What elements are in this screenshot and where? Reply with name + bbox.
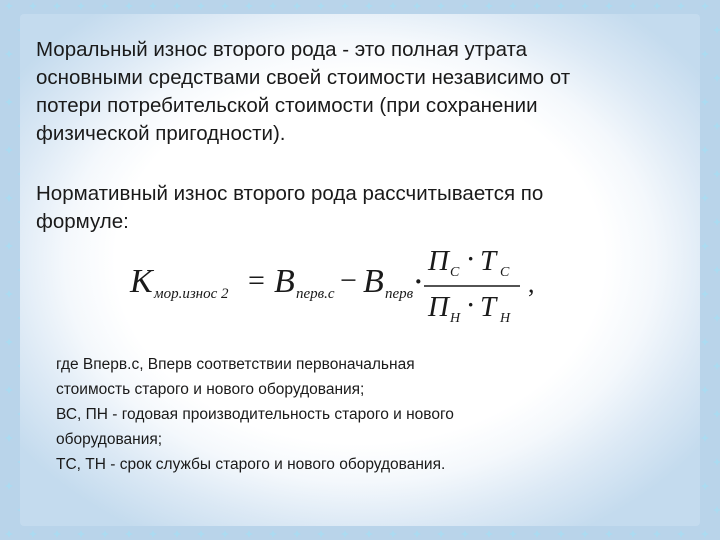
formula-dot: · bbox=[414, 267, 423, 296]
star-decoration bbox=[653, 530, 661, 538]
formula-num-a: П bbox=[428, 245, 449, 277]
star-decoration bbox=[509, 530, 517, 538]
formula-lhs-symbol: К bbox=[130, 263, 153, 300]
star-decoration bbox=[221, 2, 229, 10]
star-decoration bbox=[701, 386, 709, 394]
star-decoration bbox=[365, 530, 373, 538]
star-decoration bbox=[629, 2, 637, 10]
star-decoration bbox=[245, 530, 253, 538]
formula-trailing-comma: , bbox=[528, 269, 535, 298]
star-decoration bbox=[533, 2, 541, 10]
star-decoration bbox=[269, 2, 277, 10]
formula-term1-symbol: В bbox=[274, 263, 295, 300]
star-decoration bbox=[125, 530, 133, 538]
star-decoration bbox=[77, 2, 85, 10]
star-decoration bbox=[713, 218, 720, 226]
star-decoration bbox=[605, 2, 613, 10]
star-decoration bbox=[461, 2, 469, 10]
star-decoration bbox=[701, 194, 709, 202]
formula-den-a: П bbox=[428, 291, 449, 323]
formula-num-b-sub: С bbox=[500, 265, 510, 280]
star-decoration bbox=[437, 530, 445, 538]
star-decoration bbox=[29, 530, 37, 538]
star-decoration bbox=[557, 530, 565, 538]
star-decoration bbox=[437, 2, 445, 10]
star-decoration bbox=[701, 482, 709, 490]
star-decoration bbox=[341, 530, 349, 538]
definition-paragraph bbox=[36, 36, 676, 148]
star-decoration bbox=[413, 530, 421, 538]
star-decoration bbox=[149, 2, 157, 10]
star-decoration bbox=[173, 2, 181, 10]
formula-term2-symbol: В bbox=[363, 263, 384, 300]
formula-num-dot: · bbox=[467, 246, 475, 271]
star-decoration bbox=[389, 530, 397, 538]
star-decoration bbox=[5, 530, 13, 538]
star-decoration bbox=[5, 434, 13, 442]
star-decoration bbox=[701, 338, 709, 346]
star-decoration bbox=[53, 530, 61, 538]
star-decoration bbox=[701, 146, 709, 154]
star-decoration bbox=[677, 530, 685, 538]
star-decoration bbox=[5, 2, 13, 10]
star-decoration bbox=[677, 2, 685, 10]
star-decoration bbox=[485, 530, 493, 538]
note-line: стоимость старого и нового оборудования; bbox=[56, 381, 365, 398]
formula-num-a-sub: С bbox=[450, 265, 460, 280]
formula-term2-subscript: перв bbox=[385, 286, 414, 302]
note-line: ТС, ТН - срок службы старого и нового оборудования. bbox=[56, 456, 446, 473]
formula-equals: = bbox=[248, 264, 265, 297]
star-decoration bbox=[29, 2, 37, 10]
star-decoration bbox=[701, 98, 709, 106]
formula-minus: − bbox=[340, 264, 357, 297]
star-decoration bbox=[245, 2, 253, 10]
formula-den-a-sub: Н bbox=[450, 311, 461, 326]
star-decoration bbox=[581, 2, 589, 10]
star-decoration bbox=[365, 2, 373, 10]
star-decoration bbox=[713, 26, 720, 34]
star-decoration bbox=[713, 170, 720, 178]
star-decoration bbox=[413, 2, 421, 10]
star-decoration bbox=[101, 530, 109, 538]
star-decoration bbox=[5, 386, 13, 394]
star-decoration bbox=[5, 242, 13, 250]
star-decoration bbox=[5, 290, 13, 298]
star-decoration bbox=[653, 2, 661, 10]
formula-den-b-sub: Н bbox=[500, 311, 511, 326]
star-decoration bbox=[701, 290, 709, 298]
star-decoration bbox=[221, 530, 229, 538]
star-decoration bbox=[77, 530, 85, 538]
intro-line: формуле: bbox=[36, 210, 129, 233]
star-decoration bbox=[557, 2, 565, 10]
star-decoration bbox=[713, 362, 720, 370]
star-decoration bbox=[293, 2, 301, 10]
definition-line: потери потребительской стоимости (при сохранении bbox=[36, 94, 538, 117]
star-decoration bbox=[605, 530, 613, 538]
star-decoration bbox=[149, 530, 157, 538]
notes-block bbox=[56, 352, 616, 477]
star-decoration bbox=[713, 74, 720, 82]
star-decoration bbox=[5, 482, 13, 490]
star-decoration bbox=[317, 530, 325, 538]
formula-den-b: Т bbox=[480, 291, 497, 323]
star-decoration bbox=[509, 2, 517, 10]
note-line: оборудования; bbox=[56, 431, 163, 448]
star-decoration bbox=[5, 146, 13, 154]
definition-line: физической пригодности). bbox=[36, 122, 286, 145]
formula-den-dot: · bbox=[467, 292, 475, 317]
star-decoration bbox=[629, 530, 637, 538]
star-decoration bbox=[101, 2, 109, 10]
star-decoration bbox=[341, 2, 349, 10]
star-decoration bbox=[269, 530, 277, 538]
star-decoration bbox=[713, 122, 720, 130]
note-line: ВС, ПН - годовая производительность старого и нового bbox=[56, 406, 454, 423]
star-decoration bbox=[701, 530, 709, 538]
definition-line: основными средствами своей стоимости независимо от bbox=[36, 66, 571, 89]
star-decoration bbox=[461, 530, 469, 538]
star-decoration bbox=[581, 530, 589, 538]
note-line: где Вперв.с, Вперв соответствии первоначальная bbox=[56, 356, 415, 373]
formula-term1-subscript: перв.с bbox=[296, 286, 335, 302]
formula-num-b: Т bbox=[480, 245, 497, 277]
star-decoration bbox=[125, 2, 133, 10]
star-decoration bbox=[485, 2, 493, 10]
formula-lhs-subscript: мор.износ 2 bbox=[154, 286, 229, 302]
star-decoration bbox=[701, 50, 709, 58]
formula-intro-paragraph bbox=[36, 180, 676, 236]
star-decoration bbox=[713, 506, 720, 514]
star-decoration bbox=[533, 530, 541, 538]
definition-line: Моральный износ второго рода - это полная утрата bbox=[36, 38, 528, 61]
intro-line: Нормативный износ второго рода рассчитывается по bbox=[36, 182, 544, 205]
star-decoration bbox=[701, 2, 709, 10]
star-decoration bbox=[713, 458, 720, 466]
star-decoration bbox=[713, 266, 720, 274]
star-decoration bbox=[197, 530, 205, 538]
star-decoration bbox=[317, 2, 325, 10]
star-decoration bbox=[197, 2, 205, 10]
star-decoration bbox=[5, 50, 13, 58]
star-decoration bbox=[53, 2, 61, 10]
star-decoration bbox=[713, 314, 720, 322]
star-decoration bbox=[701, 434, 709, 442]
star-decoration bbox=[5, 194, 13, 202]
star-decoration bbox=[389, 2, 397, 10]
star-decoration bbox=[713, 410, 720, 418]
formula bbox=[100, 234, 580, 334]
star-decoration bbox=[701, 242, 709, 250]
star-decoration bbox=[5, 98, 13, 106]
star-decoration bbox=[173, 530, 181, 538]
star-decoration bbox=[5, 338, 13, 346]
star-decoration bbox=[293, 530, 301, 538]
